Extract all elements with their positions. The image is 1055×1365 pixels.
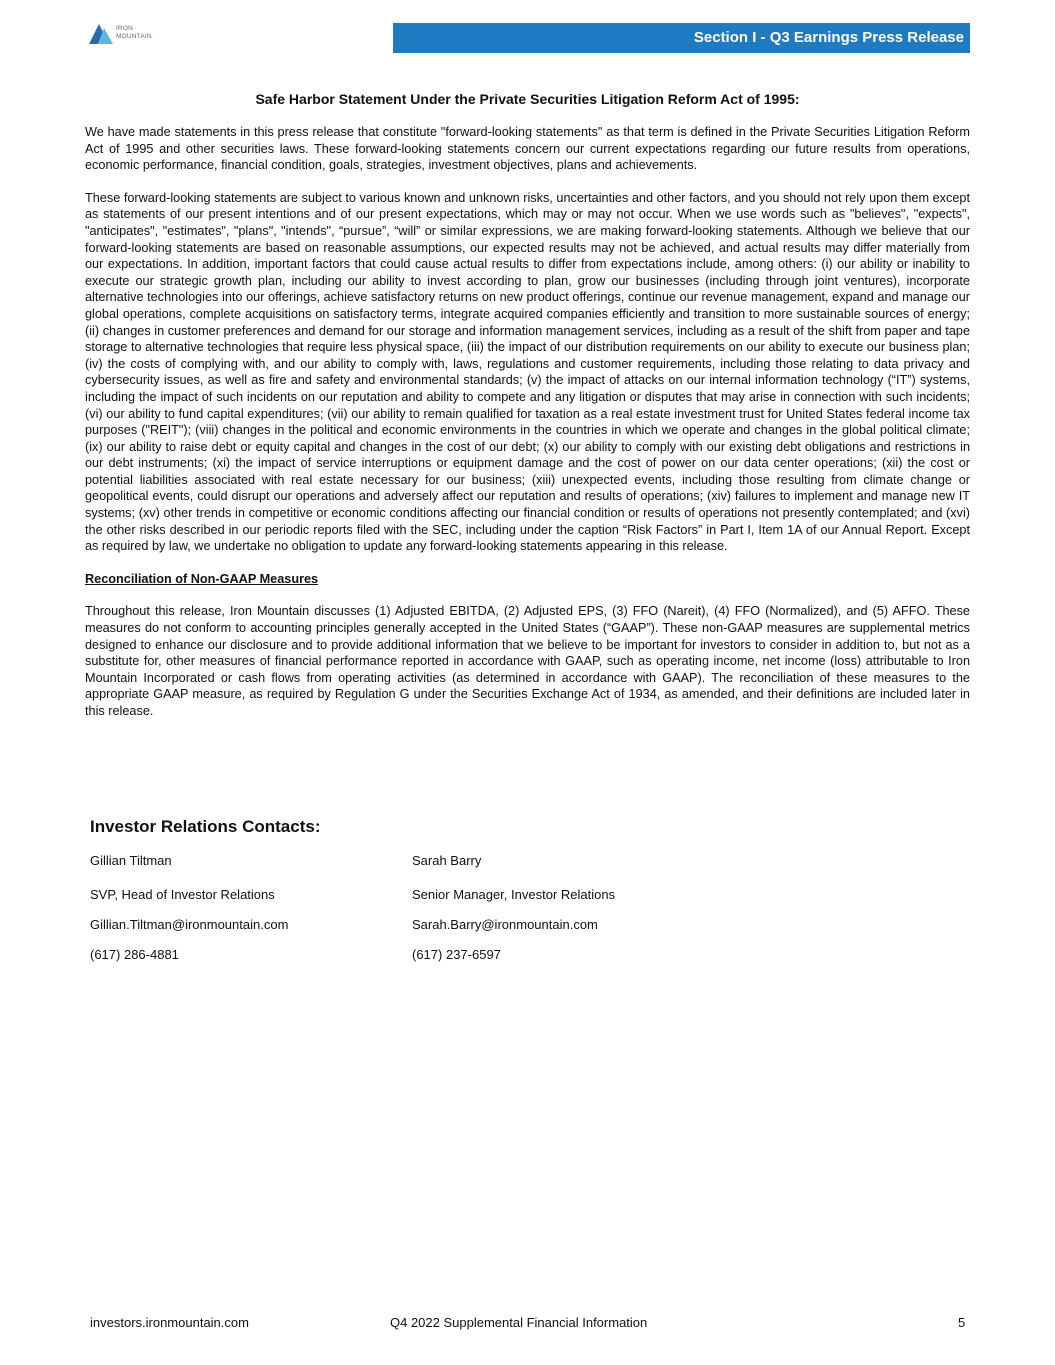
mountain-logo-icon — [89, 22, 113, 44]
investor-contacts-table — [90, 852, 790, 966]
contact-phone: (617) 237-6597 — [412, 947, 501, 962]
logo-line-1: IRON — [116, 25, 134, 32]
contact-name: Sarah Barry — [412, 853, 482, 868]
investor-relations-heading: Investor Relations Contacts: — [90, 817, 321, 836]
contact-name-row — [90, 852, 790, 886]
footer-page-number: 5 — [958, 1315, 966, 1330]
risk-factors-paragraph: These forward-looking statements are subject to various known and unknown risks, uncertainties and other factors, and you should not rely upon them except as statements of our present intentions and of our present expectations, which may or may not occur. When we use words such as "believes", "expects", "anticipates", "estimates", "plans", "intends", “pursue”, “will” or similar expressions, we are making forward-looking statements. Although we believe that our forward-looking statements are based on reasonable assumptions, our expected results may not be achieved, and actual results may differ materially from our expectations. In addition, important factors that could cause actual results to differ from expectations include, among others: (i) our ability or inability to execute our strategic growth plan, including our ability to invest according to plan, grow our businesses (including through joint ventures), incorporate alternative technologies into our offerings, achieve satisfactory returns on new product offerings, continue our revenue management, expand and manage our global operations, complete acquisitions on satisfactory terms, integrate acquired companies efficiently and transition to more sustainable sources of energy; (ii) changes in customer preferences and demand for our storage and information management services, including as a result of the shift from paper and tape storage to alternative technologies that require less physical space, (iii) the impact of our distribution requirements on our ability to execute our business plan; (iv) the costs of complying with, and our ability to comply with, laws, regulations and customer requirements, including those relating to data privacy and cybersecurity issues, as well as fire and safety and environmental standards; (v) the impact of attacks on our internal information technology (“IT”) systems, including the impact of such incidents on our reputation and ability to compete and any litigation or disputes that may arise in connection with such incidents; (vi) our ability to fund capital expenditures; (vii) our ability to remain qualified for taxation as a real estate investment trust for United States federal income tax purposes ("REIT"); (viii) changes in the political and economic environments in the countries in which we operate and changes in the global political climate; (ix) our ability to raise debt or equity capital and changes in the cost of our debt; (x) our ability to comply with our existing debt obligations and restrictions in our debt instruments; (xi) the impact of service interruptions or equipment damage and the cost of power on our data center operations; (xii) the cost or potential liabilities associated with real estate necessary for our business; (xiii) unexpected events, including those resulting from climate change or geopolitical events, could disrupt our operations and adversely affect our reputation and results of operations; (xiv) failures to implement and manage new IT systems; (xv) other trends in competitive or economic conditions affecting our financial condition or results of operations not presently contemplated; and (xvi) the other risks described in our periodic reports filed with the SEC, including under the caption “Risk Factors” in Part I, Item 1A of our Annual Report. Except as required by law, we undertake no obligation to update any forward-looking statements appearing in this release. — [85, 190, 970, 554]
reconciliation-heading: Reconciliation of Non-GAAP Measures — [85, 571, 319, 586]
footer-document-name: Q4 2022 Supplemental Financial Information — [390, 1315, 648, 1330]
logo-wordmark — [116, 25, 152, 41]
contact-email: Gillian.Tiltman@ironmountain.com — [90, 917, 289, 932]
footer-website: investors.ironmountain.com — [90, 1315, 249, 1330]
company-logo — [89, 22, 152, 44]
contact-phone-row — [90, 946, 790, 966]
contact-title: SVP, Head of Investor Relations — [90, 887, 275, 902]
section-banner: Section I - Q3 Earnings Press Release — [393, 23, 970, 53]
contact-title: Senior Manager, Investor Relations — [412, 887, 616, 902]
contact-name: Gillian Tiltman — [90, 853, 172, 868]
contact-email-row — [90, 916, 790, 946]
non-gaap-paragraph: Throughout this release, Iron Mountain discusses (1) Adjusted EBITDA, (2) Adjusted EPS, (3) FFO (Nareit), (4) FFO (Normalized), and (5) AFFO. These measures do not conform to accounting principles generally accepted in the United States (“GAAP”). These non-GAAP measures are supplemental metrics designed to enhance our disclosure and to provide additional information that we believe to be important for investors to consider in addition to, but not as a substitute for, other measures of financial performance reported in accordance with GAAP, such as operating income, net income (loss) attributable to Iron Mountain Incorporated or cash flows from operating activities (as determined in accordance with GAAP). The reconciliation of these measures to the appropriate GAAP measure, as required by Regulation G under the Securities Exchange Act of 1934, as amended, and their definitions are included later in this release. — [85, 604, 970, 718]
document-body — [85, 90, 970, 736]
contact-email: Sarah.Barry@ironmountain.com — [412, 917, 598, 932]
contact-title-row — [90, 886, 790, 916]
safe-harbor-title: Safe Harbor Statement Under the Private Securities Litigation Reform Act of 1995: — [255, 91, 800, 107]
forward-looking-paragraph: We have made statements in this press release that constitute "forward-looking statements" as that term is defined in the Private Securities Litigation Reform Act of 1995 and other securities laws. These forward-looking statements concern our current expectations regarding our future results from operations, economic performance, financial condition, goals, strategies, investment objectives, plans and achievements. — [85, 125, 970, 173]
logo-line-2: MOUNTAIN — [116, 33, 152, 40]
contact-phone: (617) 286-4881 — [90, 947, 179, 962]
